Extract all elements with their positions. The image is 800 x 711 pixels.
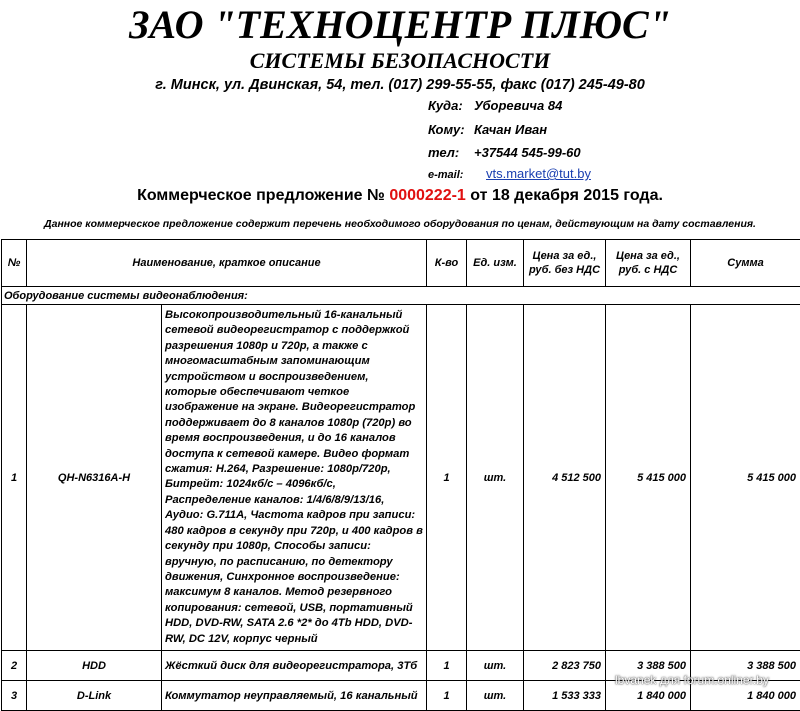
offer-date: от 18 декабря 2015 года.	[470, 187, 663, 204]
row-sum: 3 388 500	[691, 651, 800, 681]
row-unit: шт.	[467, 681, 524, 711]
email-label: e-mail:	[428, 167, 463, 183]
col-header-no: №	[2, 240, 27, 287]
phone-label: тел:	[428, 145, 459, 161]
offer-note: Данное коммерческое предложение содержит перечень необходимого оборудования по ценам, действующим на дату составления.	[0, 217, 800, 231]
equipment-table	[1, 239, 800, 711]
to-value: Качан Иван	[474, 122, 547, 138]
watermark: lbvanek для forum.onliner.by	[615, 673, 769, 687]
offer-number: 0000222-1	[389, 187, 466, 204]
email-link[interactable]: vts.market@tut.by	[486, 166, 591, 182]
row-price-no-vat: 4 512 500	[524, 305, 606, 651]
phone-value: +37544 545-99-60	[474, 145, 581, 161]
row-price-vat: 3 388 500	[606, 651, 691, 681]
section-row	[2, 287, 800, 305]
row-desc: Высокопроизводительный 16-канальный сетевой видеорегистратор с поддержкой разрешения 1080p и 720p, а также с многомасштабным запоминающим устройством и воспроизведением, которые обеспечивают четкое изображение на экране. Видеорегистратор поддерживает до 8 каналов 1080p (720p) во время воспроизведения, и до 16 каналов доступа к сетевой камере. Видео формат сжатия: H.264, Разрешение: 1080p/720p, Битрейт: 1024кб/с – 4096кб/с, Распределение каналов: 1/4/6/8/9/13/16, Аудио: G.711A, Частота кадров при записи: 480 кадров в секунду при 720p, и 400 кадров в секунду при 1080p, Способы записи: вручную, по расписанию, по детектору движения, Синхронное воспроизведение: максимум 8 каналов. Метод резервного копирования: сетевой, USB, портативный HDD, DVD-RW, SATA 2.6 *2* до 4Tb HDD, DVD-RW, DC 12V, корпус черный	[162, 305, 427, 651]
row-price-vat: 1 840 000	[606, 681, 691, 711]
row-desc: Жёсткий диск для видеорегистратора, 3Тб	[162, 651, 427, 681]
row-name: D-Link	[27, 681, 162, 711]
where-value: Уборевича 84	[474, 98, 562, 114]
company-name: ЗАО "ТЕХНОЦЕНТР ПЛЮС"	[0, 2, 800, 48]
table-row	[2, 305, 800, 651]
row-qty: 1	[427, 305, 467, 651]
row-price-no-vat: 1 533 333	[524, 681, 606, 711]
row-desc: Коммутатор неуправляемый, 16 канальный	[162, 681, 427, 711]
row-price-vat: 5 415 000	[606, 305, 691, 651]
row-unit: шт.	[467, 305, 524, 651]
row-name: QH-N6316A-H	[27, 305, 162, 651]
company-address: г. Минск, ул. Двинская, 54, тел. (017) 299-55-55, факс (017) 245-49-80	[0, 76, 800, 94]
row-no: 3	[2, 681, 27, 711]
offer-prefix: Коммерческое предложение №	[137, 187, 385, 204]
row-price-no-vat: 2 823 750	[524, 651, 606, 681]
section-title: Оборудование системы видеонаблюдения:	[2, 287, 800, 305]
row-sum: 5 415 000	[691, 305, 800, 651]
row-qty: 1	[427, 651, 467, 681]
row-no: 1	[2, 305, 27, 651]
row-qty: 1	[427, 681, 467, 711]
where-label: Куда:	[428, 98, 463, 114]
offer-title	[0, 186, 800, 206]
row-sum: 1 840 000	[691, 681, 800, 711]
col-header-qty: К-во	[427, 240, 467, 287]
col-header-unit: Ед. изм.	[467, 240, 524, 287]
col-header-price-no-vat: Цена за ед., руб. без НДС	[524, 240, 606, 287]
to-label: Кому:	[428, 122, 465, 138]
row-unit: шт.	[467, 651, 524, 681]
col-header-sum: Сумма	[691, 240, 800, 287]
row-no: 2	[2, 651, 27, 681]
table-header-row	[2, 240, 800, 287]
row-name: HDD	[27, 651, 162, 681]
col-header-name: Наименование, краткое описание	[27, 240, 427, 287]
company-subtitle: СИСТЕМЫ БЕЗОПАСНОСТИ	[0, 49, 800, 73]
col-header-price-vat: Цена за ед., руб. с НДС	[606, 240, 691, 287]
